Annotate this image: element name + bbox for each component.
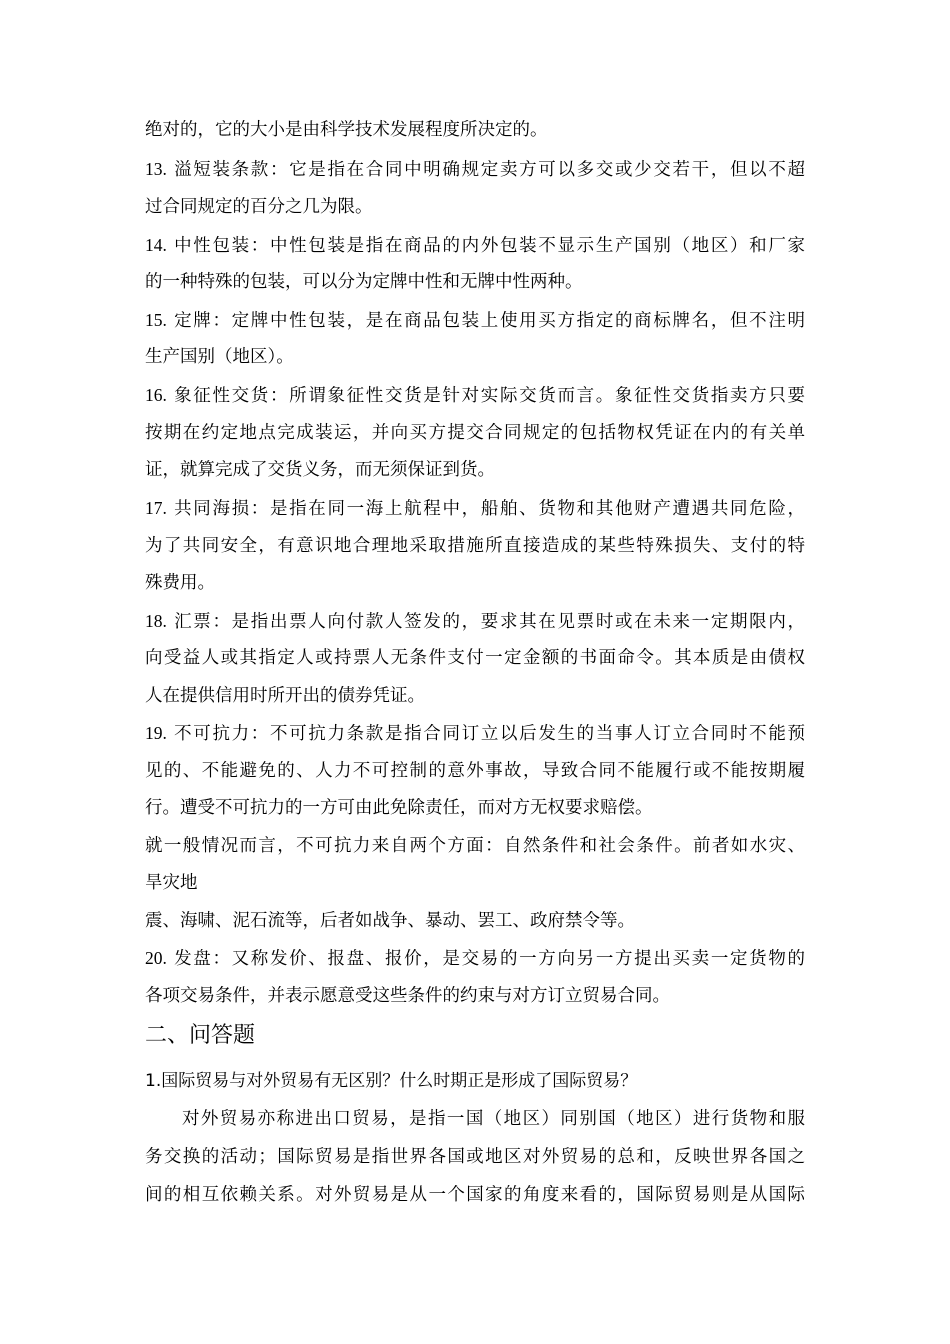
glossary-entry-17: 17. 共同海损：是指在同一海上航程中，船舶、货物和其他财产遭遇共同危险， — [145, 498, 806, 519]
term-label: 共同海损 — [174, 499, 251, 519]
term-label: 不可抗力 — [174, 724, 251, 744]
term-label: 中性包装 — [174, 236, 251, 256]
text-line: 行。遭受不可抗力的一方可由此免除责任，而对方无权要求赔偿。 — [145, 798, 653, 818]
term-label: 定牌 — [174, 311, 213, 331]
section-heading: 二、问答题 — [145, 1023, 256, 1048]
question-title: 1.国际贸易与对外贸易有无区别？什么时期正是形成了国际贸易？ — [145, 1071, 638, 1091]
text-line: 各项交易条件，并表示愿意受这些条件的约束与对方订立贸易合同。 — [145, 986, 670, 1006]
text-line: 就一般情况而言，不可抗力来自两个方面：自然条件和社会条件。前者如水灾、 — [145, 836, 805, 856]
glossary-entry-13: 13. 溢短装条款：它是指在合同中明确规定卖方可以多交或少交若干，但以不超 — [145, 159, 805, 180]
text-line: 过合同规定的百分之几为限。 — [145, 197, 373, 217]
glossary-entry-14: 14. 中性包装：中性包装是指在商品的内外包装不显示生产国别（地区）和厂家 — [145, 235, 806, 256]
term-label: 溢短装条款 — [174, 160, 270, 180]
text-line: 生产国别（地区）。 — [145, 347, 294, 367]
glossary-entry-15: 15. 定牌：定牌中性包装，是在商品包装上使用买方指定的商标牌名，但不注明 — [145, 310, 805, 331]
text-line: 见的、不能避免的、人力不可控制的意外事故，导致合同不能履行或不能按期履 — [145, 761, 805, 781]
answer-line: 务交换的活动；国际贸易是指世界各国或地区对外贸易的总和，反映世界各国之 — [145, 1147, 805, 1167]
glossary-entry-18: 18. 汇票：是指出票人向付款人签发的，要求其在见票时或在未来一定期限内， — [145, 611, 805, 632]
answer-line: 对外贸易亦称进出口贸易，是指一国（地区）同别国（地区）进行货物和服 — [182, 1109, 805, 1129]
text-line: 人在提供信用时所开出的债券凭证。 — [145, 686, 425, 706]
text-line: 按期在约定地点完成装运，并向买方提交合同规定的包括物权凭证在内的有关单 — [145, 423, 805, 443]
text-line: 的一种特殊的包装，可以分为定牌中性和无牌中性两种。 — [145, 272, 583, 292]
glossary-entry-19: 19. 不可抗力：不可抗力条款是指合同订立以后发生的当事人订立合同时不能预 — [145, 723, 806, 744]
answer-line: 间的相互依赖关系。对外贸易是从一个国家的角度来看的，国际贸易则是从国际 — [145, 1185, 805, 1205]
text-line: 绝对的，它的大小是由科学技术发展程度所决定的。 — [145, 120, 548, 140]
glossary-entry-16: 16. 象征性交货：所谓象征性交货是针对实际交货而言。象征性交货指卖方只要 — [145, 385, 805, 406]
term-label: 发盘 — [174, 949, 213, 969]
text-line: 向受益人或其指定人或持票人无条件支付一定金额的书面命令。其本质是由债权 — [145, 648, 805, 668]
glossary-entry-20: 20. 发盘：又称发价、报盘、报价，是交易的一方向另一方提出买卖一定货物的 — [145, 948, 805, 969]
term-label: 象征性交货 — [174, 386, 270, 406]
text-line: 证，就算完成了交货义务，而无须保证到货。 — [145, 460, 495, 480]
text-line: 旱灾地 — [145, 873, 198, 893]
text-line: 震、海啸、泥石流等，后者如战争、暴动、罢工、政府禁令等。 — [145, 911, 635, 931]
term-label: 汇票 — [174, 612, 213, 632]
text-line: 为了共同安全，有意识地合理地采取措施所直接造成的某些特殊损失、支付的特 — [145, 536, 805, 556]
text-line: 殊费用。 — [145, 573, 215, 593]
